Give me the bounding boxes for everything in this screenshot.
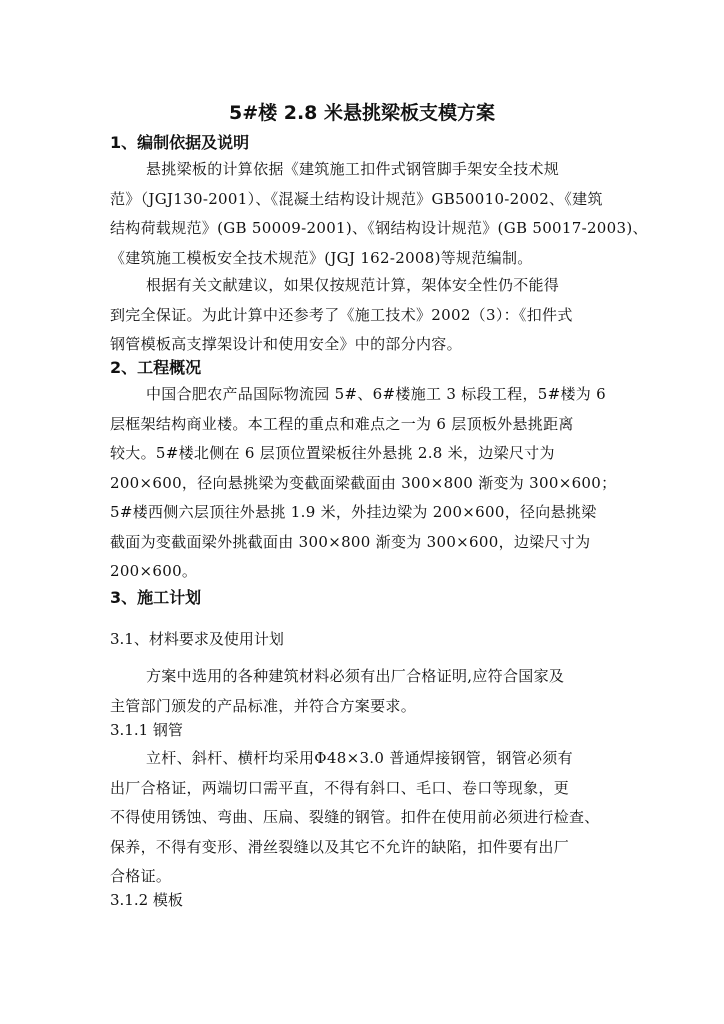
section-2-paragraph: [110, 380, 620, 587]
text-line: 不得使用锈蚀、弯曲、压扁、裂缝的钢管。扣件在使用前必须进行检查、: [110, 808, 600, 826]
text-line: 层框架结构商业楼。本工程的重点和难点之一为 6 层顶板外悬挑距离: [110, 414, 574, 433]
section-2-heading: 2、工程概况: [110, 358, 202, 377]
section-1-paragraph-2: [110, 271, 620, 360]
text-line: 保养，不得有变形、滑丝裂缝以及其它不允许的缺陷，扣件要有出厂: [110, 837, 570, 856]
text-line: 立杆、斜杆、横杆均采用Φ48×3.0 普通焊接钢管，钢管必须有: [146, 749, 573, 767]
text-line: 《建筑施工模板安全技术规范》(JGJ 162-2008)等规范编制。: [110, 248, 533, 267]
text-line: 悬挑梁板的计算依据《建筑施工扣件式钢管脚手架安全技术规: [146, 160, 560, 178]
section-1-paragraph-1: [110, 155, 648, 273]
text-line: 5#楼西侧六层顶往外悬挑 1.9 米，外挂边梁为 200×600，径向悬挑梁: [110, 503, 597, 521]
text-line: 200×600。: [110, 562, 198, 580]
subsection-3-1-1-heading: 3.1.1 钢管: [110, 721, 183, 739]
text-line: 到完全保证。为此计算中还参考了《施工技术》2002（3）：《扣件式: [110, 305, 573, 324]
section-3-heading: 3、施工计划: [110, 588, 202, 607]
subsection-3-1-2-heading: 3.1.2 模板: [110, 891, 183, 909]
subsection-3-1-heading: 3.1、材料要求及使用计划: [110, 630, 284, 648]
text-line: 范》（JGJ130-2001）、《混凝土结构设计规范》GB50010-2002、《建筑: [110, 189, 603, 208]
text-line: 较大。5#楼北侧在 6 层顶位置梁板往外悬挑 2.8 米，边梁尺寸为: [110, 444, 555, 462]
text-line: 钢管模板高支撑架设计和使用安全》中的部分内容。: [110, 335, 462, 353]
text-line: 截面为变截面梁外挑截面由 300×800 渐变为 300×600，边梁尺寸为: [110, 532, 591, 551]
text-line: 合格证。: [110, 867, 172, 885]
section-1-heading: 1、编制依据及说明: [110, 133, 250, 152]
text-line: 方案中选用的各种建筑材料必须有出厂合格证明,应符合国家及: [146, 667, 565, 685]
subsection-3-1-paragraph: [110, 662, 620, 721]
text-line: 出厂合格证，两端切口需平直，不得有斜口、毛口、卷口等现象，更: [110, 778, 570, 797]
text-line: 主管部门颁发的产品标准，并符合方案要求。: [110, 696, 417, 715]
text-line: 中国合肥农产品国际物流园 5#、6#楼施工 3 标段工程，5#楼为 6: [146, 385, 606, 403]
text-line: 根据有关文献建议，如果仅按规范计算，架体安全性仍不能得: [146, 276, 560, 294]
text-line: 200×600，径向悬挑梁为变截面梁截面由 300×800 渐变为 300×600；: [110, 473, 617, 492]
text-line: 结构荷载规范》(GB 50009-2001)、《钢结构设计规范》(GB 50017-2003)、: [110, 219, 648, 237]
document-title: 5#楼 2.8 米悬挑梁板支模方案: [228, 102, 496, 124]
subsection-3-1-1-paragraph: [110, 744, 620, 892]
